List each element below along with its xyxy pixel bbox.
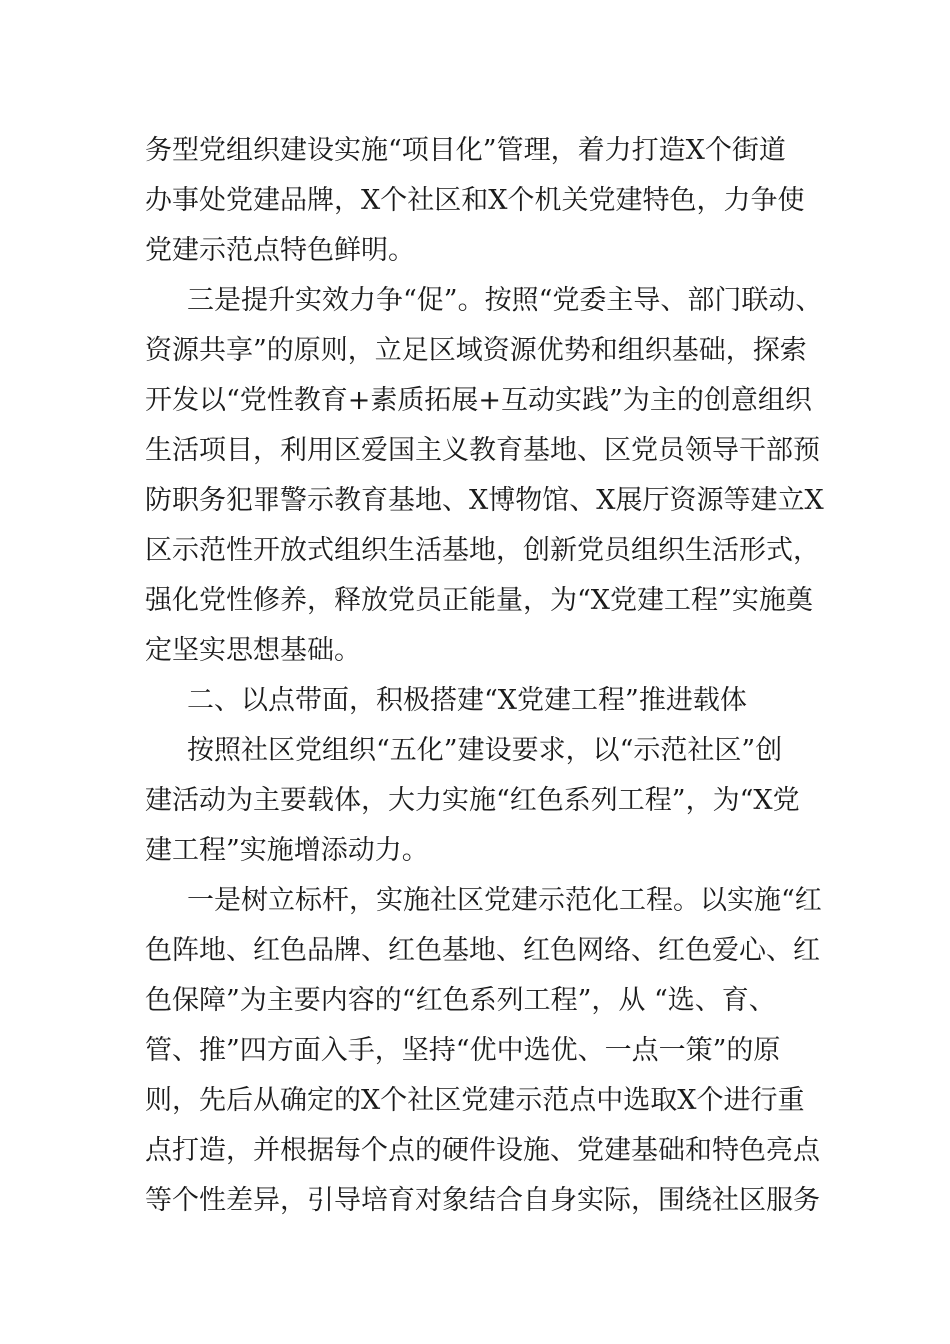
text-line: 建活动为主要载体，大力实施“红色系列工程”，为“X党 <box>145 785 800 816</box>
text-line: 定坚实思想基础。 <box>145 635 361 666</box>
text-line: 强化党性修养，释放党员正能量，为“X党建工程”实施奠 <box>145 585 813 616</box>
text-line: 等个性差异，引导培育对象结合自身实际，围绕社区服务 <box>145 1185 820 1216</box>
paragraph-start-line: 一是树立标杆，实施社区党建示范化工程。以实施“红 <box>187 885 822 916</box>
text-line: 务型党组织建设实施“项目化”管理，着力打造X个街道 <box>145 135 786 166</box>
text-line: 则，先后从确定的X个社区党建示范点中选取X个进行重 <box>145 1085 805 1116</box>
text-line: 区示范性开放式组织生活基地，创新党员组织生活形式， <box>145 535 820 566</box>
text-line: 管、推”四方面入手，坚持“优中选优、一点一策”的原 <box>145 1035 781 1066</box>
text-line: 建工程”实施增添动力。 <box>145 835 429 866</box>
text-line: 资源共享”的原则，立足区域资源优势和组织基础，探索 <box>145 335 807 366</box>
text-line: 色阵地、红色品牌、红色基地、红色网络、红色爱心、红 <box>145 935 820 966</box>
text-line: 办事处党建品牌，X个社区和X个机关党建特色，力争使 <box>145 185 805 216</box>
document-body <box>145 126 835 1226</box>
text-line: 生活项目，利用区爱国主义教育基地、区党员领导干部预 <box>145 435 820 466</box>
paragraph-start-line: 按照社区党组织“五化”建设要求，以“示范社区”创 <box>187 735 783 766</box>
text-line: 党建示范点特色鲜明。 <box>145 235 415 266</box>
text-line: 点打造，并根据每个点的硬件设施、党建基础和特色亮点 <box>145 1135 820 1166</box>
section-heading: 二、以点带面，积极搭建“X党建工程”推进载体 <box>187 685 747 716</box>
text-line: 色保障”为主要内容的“红色系列工程”，从 “选、育、 <box>145 985 776 1016</box>
text-line: 开发以“党性教育+素质拓展+互动实践”为主的创意组织 <box>145 385 812 416</box>
text-line: 防职务犯罪警示教育基地、X博物馆、X展厅资源等建立X <box>145 485 824 516</box>
paragraph-start-line: 三是提升实效力争“促”。按照“党委主导、部门联动、 <box>187 285 823 316</box>
